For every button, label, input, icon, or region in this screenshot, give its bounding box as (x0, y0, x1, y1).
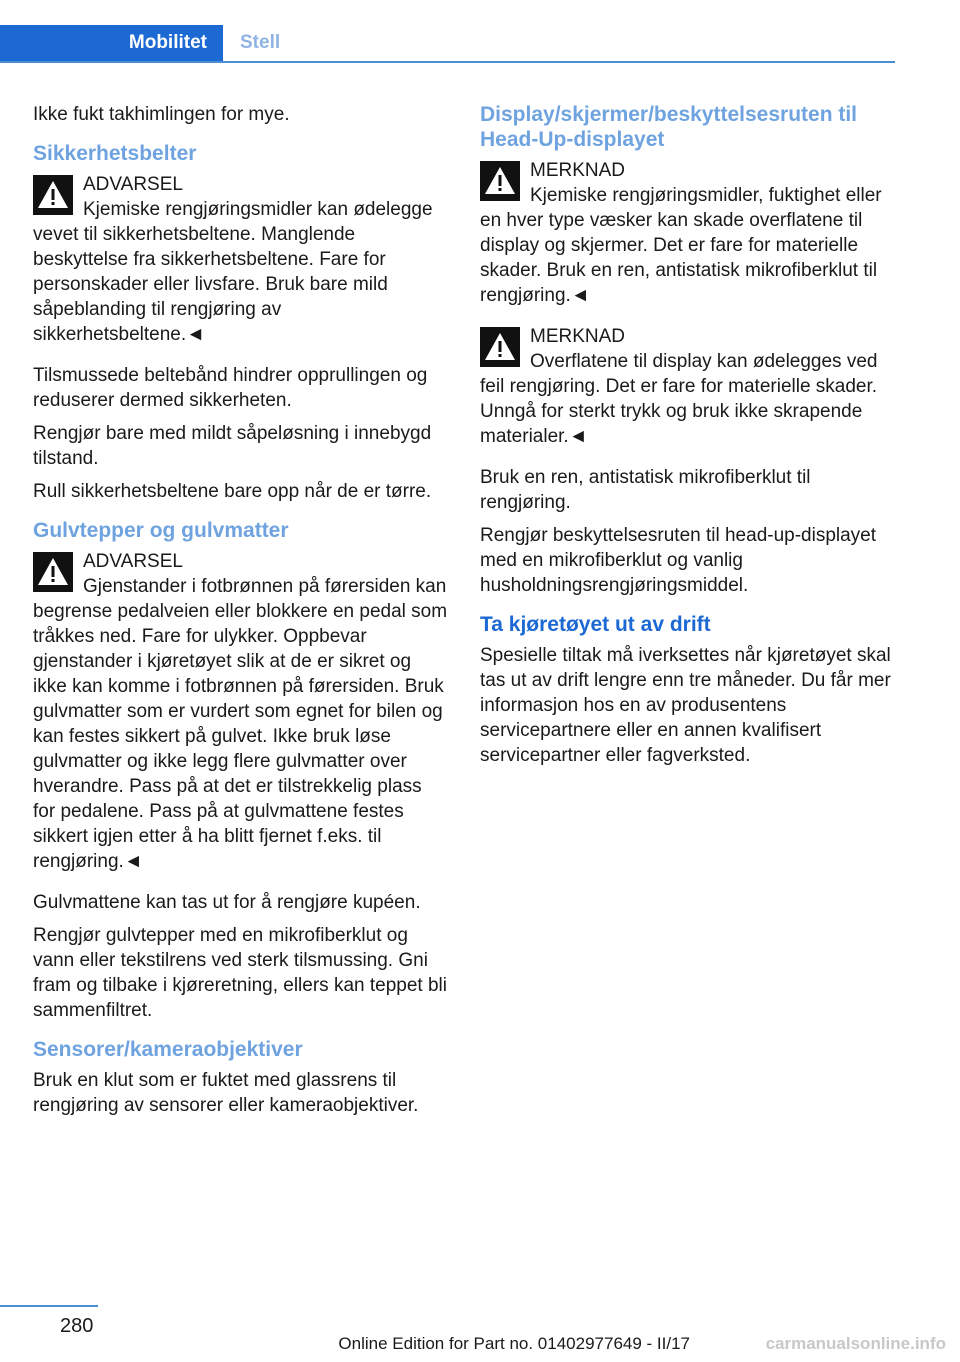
paragraph: Rengjør beskyttelsesruten til head-up-displayet med en mikrofiberklut og vanlig husholdningsrengjøringsmiddel. (480, 525, 877, 596)
note-label: MERKNAD (530, 326, 626, 347)
paragraph: Rengjør bare med mildt såpeløsning i innebygd tilstand. (33, 423, 432, 469)
warning-triangle-icon (480, 161, 520, 201)
paragraph: Bruk en klut som er fuktet med glassrens til rengjøring av sensorer eller kameraobjektiver. (33, 1070, 419, 1116)
warning-label: ADVARSEL (83, 174, 183, 195)
intro-text: Ikke fukt takhimlingen for mye. (33, 104, 290, 125)
note-displays-2 (480, 324, 896, 449)
page-number: 280 (60, 1315, 94, 1337)
section-title-sensors: Sensorer/kameraobjektiver (33, 1038, 303, 1061)
chapter-tab-bar (0, 25, 895, 63)
watermark: carmanualsonline.info (765, 1334, 946, 1353)
paragraph: Rengjør gulvtepper med en mikrofiberklut og vann eller tekstilrens ved sterk tilsmussing. Gni fram og tilbake i kjøreretning, ellers kan teppet bli sammenfiltret. (33, 925, 447, 1021)
tab-stell[interactable]: Stell (240, 32, 281, 53)
right-column (480, 102, 896, 776)
warning-label: ADVARSEL (83, 551, 183, 572)
note-text: Overflatene til display kan ødelegges ved feil rengjøring. Det er fare for materielle skader. Unngå for sterkt trykk og bruk ikke skrapende materialer.◄ (480, 351, 878, 447)
warning-triangle-icon (33, 552, 73, 592)
note-text: Kjemiske rengjøringsmidler, fuktighet eller en hver type væsker kan skade overflatene til display og skjermer. Det er fare for materielle skader. Bruk en ren, antistatisk mikrofiberklut til rengjøring.◄ (480, 185, 882, 306)
paragraph: Tilsmussede beltebånd hindrer opprullingen og reduserer dermed sikkerheten. (33, 365, 428, 411)
paragraph: Rull sikkerhetsbeltene bare opp når de er tørre. (33, 481, 432, 502)
warning-text: Gjenstander i fotbrønnen på førersiden kan begrense pedalveien eller blokkere en pedal som tråkkes ned. Fare for ulykker. Oppbevar gjenstander i kjøretøyet slik at de er sikret og ikke kan komme i fotbrønnen på førersiden. Bruk gulvmatter som er vurdert som egnet for bilen og kan festes sikkert på gulvet. Ikke bruk løse gulvmatter og ikke legg flere gulvmatter over hverandre. Pass på at det er tilstrekkelig plass for pedalene. Pass på at gulvmattene festes sikkert igjen etter å ha blitt fjernet f.eks. til rengjøring.◄ (33, 576, 448, 872)
footer-rule (0, 1305, 98, 1307)
warning-seatbelts (33, 172, 449, 347)
edition-note: Online Edition for Part no. 01402977649 - II/17 (338, 1334, 690, 1353)
warning-triangle-icon (33, 175, 73, 215)
paragraph: Gulvmattene kan tas ut for å rengjøre kupéen. (33, 892, 421, 913)
left-column (33, 102, 449, 1126)
note-displays-1 (480, 158, 896, 308)
warning-triangle-icon (480, 327, 520, 367)
paragraph: Bruk en ren, antistatisk mikrofiberklut til rengjøring. (480, 467, 811, 513)
warning-text: Kjemiske rengjøringsmidler kan ødelegge vevet til sikkerhetsbeltene. Manglende beskyttelse fra sikkerhetsbeltene. Fare for personskader eller livsfare. Bruk bare mild såpeblanding til rengjøring av sikkerhetsbeltene.◄ (33, 199, 433, 345)
paragraph: Spesielle tiltak må iverksettes når kjøretøyet skal tas ut av drift lengre enn tre måneder. Du får mer informasjon hos en av produsentens servicepartnere eller en annen kvalifisert servicepartner eller fagverksted. (480, 645, 891, 766)
section-title-floor-mats: Gulvtepper og gulvmatter (33, 519, 289, 542)
tab-mobilitet[interactable]: Mobilitet (0, 25, 223, 61)
section-title-storage: Ta kjøretøyet ut av drift (480, 613, 711, 636)
warning-floor-mats (33, 549, 449, 874)
note-label: MERKNAD (530, 160, 626, 181)
section-title-seatbelts: Sikkerhetsbelter (33, 142, 197, 165)
section-title-displays: Display/skjermer/beskyttelsesruten til Head-Up-displayet (480, 103, 858, 151)
